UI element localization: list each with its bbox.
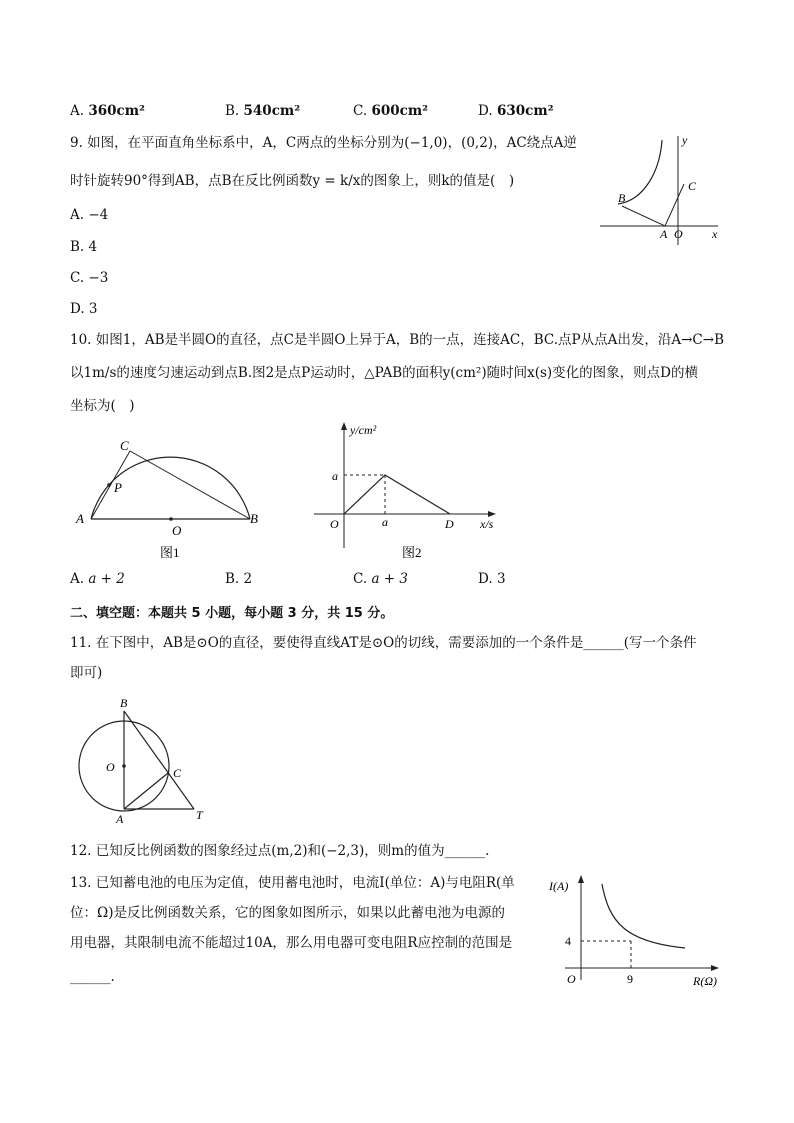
fig2-label-d: D xyxy=(445,517,454,531)
fig1-label-a: A xyxy=(76,511,84,526)
fig2-label-a2: a xyxy=(382,515,388,529)
q13-fig-label-r: R(Ω) xyxy=(693,974,717,988)
section-heading: 二、填空题：本题共 5 小题，每小题 3 分，共 15 分。 xyxy=(70,606,394,621)
q13-fig-label-4: 4 xyxy=(565,934,571,948)
q9-figure xyxy=(590,130,730,250)
q13-fig-label-o: O xyxy=(567,972,576,986)
q12-stem: 12. 已知反比例函数的图象经过点(m,2)和(−2,3)，则m的值为______. xyxy=(70,843,490,859)
q10-option-a[interactable]: A. a + 2 xyxy=(70,571,125,587)
q8-option-a[interactable]: A. 360cm² xyxy=(70,103,145,119)
fig2-label-y: y/cm² xyxy=(350,423,377,437)
fig2-label-a: a xyxy=(332,469,338,483)
q13-fig-label-i: I(A) xyxy=(549,879,569,893)
q9-stem-line1: 9. 如图，在平面直角坐标系中，A，C两点的坐标分别为(−1,0)，(0,2)，AC绕点A逆 xyxy=(70,135,577,151)
q10-stem-line2: 以1m/s的速度匀速运动到点B.图2是点P运动时，△PAB的面积y(cm²)随时间x(s)变化的图象，则点D的横 xyxy=(70,365,698,381)
q9-option-d[interactable]: D. 3 xyxy=(70,301,98,317)
fig1-label-o: O xyxy=(172,523,182,538)
q11-figure xyxy=(70,695,220,825)
q11-fig-label-a: A xyxy=(116,812,124,825)
q13-stem-line1: 13. 已知蓄电池的电压为定值，使用蓄电池时，电流I(单位：A)与电阻R(单 xyxy=(70,875,515,891)
q10-option-b[interactable]: B. 2 xyxy=(225,571,253,587)
fig2-label-o: O xyxy=(330,517,339,531)
fig2-caption: 图2 xyxy=(402,545,422,560)
q8-option-b[interactable]: B. 540cm² xyxy=(225,103,301,119)
q9-option-c[interactable]: C. −3 xyxy=(70,270,109,286)
q13-figure xyxy=(545,872,725,992)
q13-fig-label-9: 9 xyxy=(627,972,633,986)
q13-stem-line4: ______. xyxy=(70,969,115,985)
q9-stem-line2: 时针旋转90°得到AB，点B在反比例函数y = k/x的图象上，则k的值是( ) xyxy=(70,173,515,189)
q11-stem-line1: 11. 在下图中，AB是⊙O的直径，要使得直线AT是⊙O的切线，需要添加的一个条件是______(写一个条件 xyxy=(70,635,697,651)
q9-fig-label-c: C xyxy=(688,179,697,193)
fig1-caption: 图1 xyxy=(160,545,180,560)
q11-fig-label-t: T xyxy=(196,808,203,822)
q9-fig-label-y: y xyxy=(682,133,688,147)
q11-fig-label-b: B xyxy=(120,696,128,710)
q13-stem-line2: 位：Ω)是反比例函数关系，它的图象如图所示，如果以此蓄电池为电源的 xyxy=(70,905,505,921)
fig1-label-p: P xyxy=(114,480,122,495)
q9-fig-label-x: x xyxy=(712,227,718,241)
q10-stem-line1: 10. 如图1，AB是半圆O的直径，点C是半圆O上异于A，B的一点，连接AC，BC.点P从点A出发，沿A→C→B xyxy=(70,332,724,348)
q8-option-d[interactable]: D. 630cm² xyxy=(478,103,554,119)
q9-option-b[interactable]: B. 4 xyxy=(70,239,98,255)
q8-option-c[interactable]: C. 600cm² xyxy=(353,103,429,119)
q10-option-c[interactable]: C. a + 3 xyxy=(353,571,408,587)
q11-stem-line2: 即可) xyxy=(70,665,103,681)
q11-fig-label-c: C xyxy=(173,766,182,780)
fig1-label-c: C xyxy=(120,438,129,453)
q13-stem-line3: 用电器，其限制电流不能超过10A，那么用电器可变电阻R应控制的范围是 xyxy=(70,935,513,951)
q11-fig-label-o: O xyxy=(106,760,115,774)
q10-figure2 xyxy=(310,420,510,565)
q9-fig-label-b: B xyxy=(618,191,626,205)
q9-fig-label-a: A xyxy=(660,227,668,241)
q9-fig-label-o: O xyxy=(674,227,683,241)
q10-figure1 xyxy=(70,430,270,565)
fig1-label-b: B xyxy=(250,511,258,526)
fig2-label-x: x/s xyxy=(480,517,494,531)
q10-stem-line3: 坐标为( ) xyxy=(70,398,135,414)
q10-option-d[interactable]: D. 3 xyxy=(478,571,506,587)
q9-option-a[interactable]: A. −4 xyxy=(70,207,109,223)
